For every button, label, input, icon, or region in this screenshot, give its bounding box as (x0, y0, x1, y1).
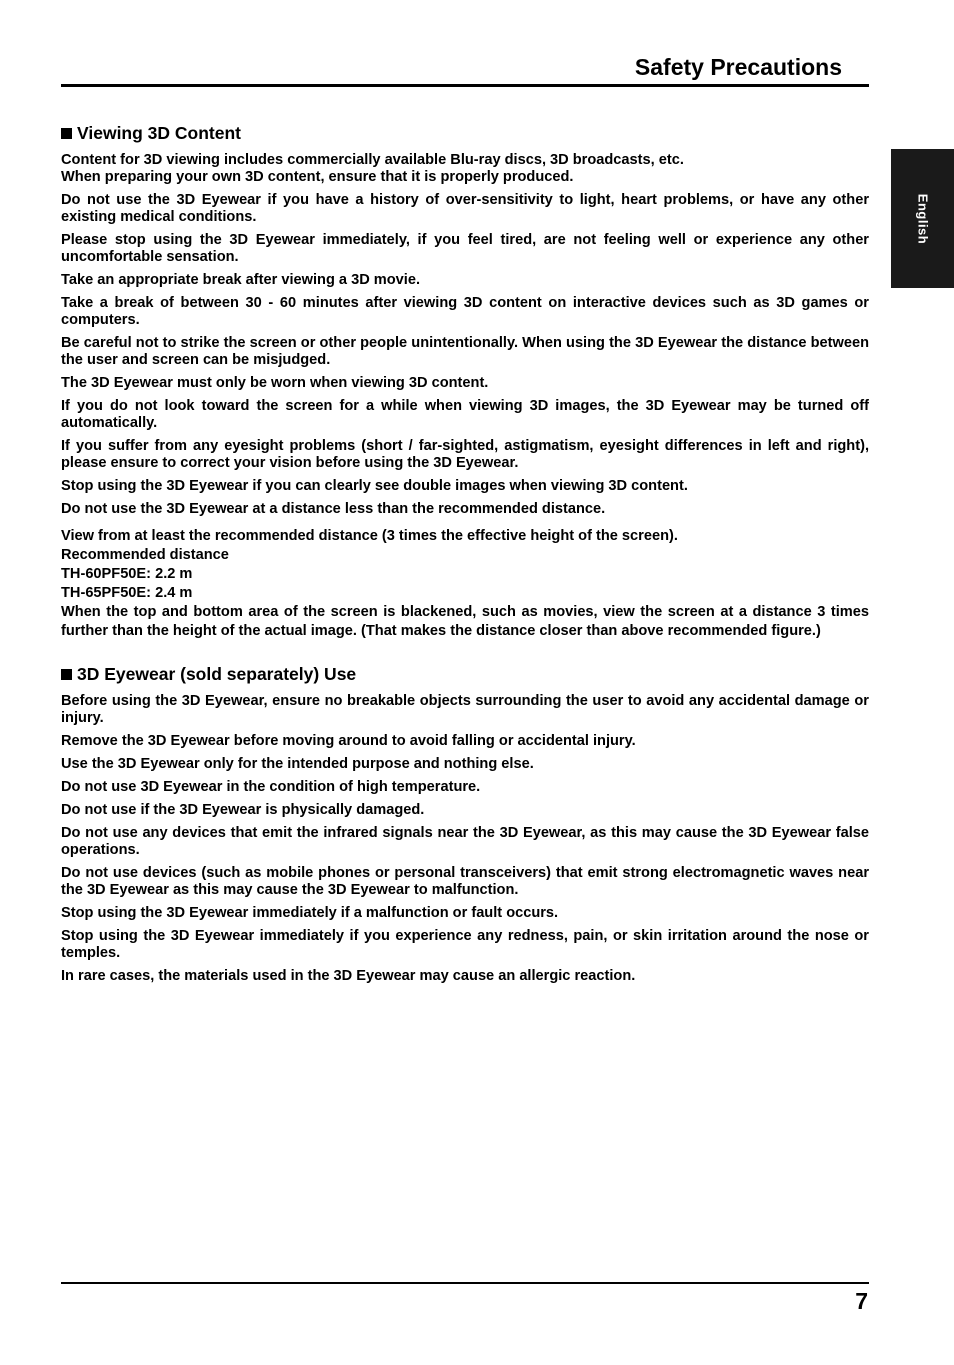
caution-paragraph: Stop using the 3D Eyewear if you can clearly see double images when viewing 3D content. (61, 478, 688, 494)
recommended-distance-label: Recommended distance (61, 547, 229, 563)
caution-paragraph: Please stop using the 3D Eyewear immediately, if you feel tired, are not feeling well or experience any other uncomfortable sensation. (61, 232, 869, 265)
section-heading-text: 3D Eyewear (sold separately) Use (77, 664, 357, 684)
intro-line: Content for 3D viewing includes commercially available Blu-ray discs, 3D broadcasts, etc. (61, 152, 684, 168)
distance-note: When the top and bottom area of the screen is blackened, such as movies, view the screen at a distance 3 times further than the height of the actual image. (That makes the distance closer than above recommended figure.) (61, 604, 869, 639)
header-rule (61, 84, 869, 87)
language-tab (891, 149, 954, 288)
caution-paragraph: Do not use any devices that emit the infrared signals near the 3D Eyewear, as this may cause the 3D Eyewear false operations. (61, 825, 869, 858)
footer-rule (61, 1282, 869, 1284)
caution-paragraph: Stop using the 3D Eyewear immediately if you experience any redness, pain, or skin irritation around the nose or temples. (61, 928, 869, 961)
page-number: 7 (855, 1288, 868, 1314)
intro-line: When preparing your own 3D content, ensure that it is properly produced. (61, 169, 574, 185)
section-heading-eyewear-use (61, 663, 869, 685)
intro-paragraph (61, 152, 869, 186)
caution-paragraph: Do not use the 3D Eyewear at a distance less than the recommended distance. (61, 501, 606, 517)
caution-paragraph: The 3D Eyewear must only be worn when viewing 3D content. (61, 375, 489, 391)
page-title: Safety Precautions (634, 54, 842, 80)
language-tab-label: English (915, 193, 930, 244)
caution-paragraph: In rare cases, the materials used in the 3D Eyewear may cause an allergic reaction. (61, 968, 636, 984)
caution-paragraph: Stop using the 3D Eyewear immediately if a malfunction or fault occurs. (61, 905, 559, 921)
square-bullet-icon (61, 669, 72, 680)
page-content (61, 122, 869, 991)
distance-model-65: TH-65PF50E: 2.4 m (61, 585, 193, 601)
section-heading-viewing-3d (61, 122, 869, 144)
caution-paragraph: Be careful not to strike the screen or other people unintentionally. When using the 3D Eyewear the distance between the user and screen can be misjudged. (61, 335, 869, 368)
section-heading-text: Viewing 3D Content (77, 123, 241, 143)
recommended-distance-block (61, 527, 869, 641)
caution-paragraph: Do not use devices (such as mobile phones or personal transceivers) that emit strong electromagnetic waves near the 3D Eyewear as this may cause the 3D Eyewear to malfunction. (61, 865, 869, 898)
square-bullet-icon (61, 128, 72, 139)
caution-paragraph: Do not use if the 3D Eyewear is physically damaged. (61, 802, 425, 818)
caution-paragraph: If you do not look toward the screen for a while when viewing 3D images, the 3D Eyewear may be turned off automatically. (61, 398, 869, 431)
caution-paragraph: Before using the 3D Eyewear, ensure no breakable objects surrounding the user to avoid any accidental damage or injury. (61, 693, 869, 726)
caution-paragraph: Do not use 3D Eyewear in the condition of high temperature. (61, 779, 481, 795)
caution-paragraph: Use the 3D Eyewear only for the intended purpose and nothing else. (61, 756, 534, 772)
view-distance-line: View from at least the recommended distance (3 times the effective height of the screen). (61, 528, 678, 544)
caution-paragraph: Take an appropriate break after viewing a 3D movie. (61, 272, 421, 288)
caution-paragraph: Remove the 3D Eyewear before moving around to avoid falling or accidental injury. (61, 733, 636, 749)
caution-paragraph: Take a break of between 30 - 60 minutes after viewing 3D content on interactive devices such as 3D games or computers. (61, 295, 869, 328)
caution-paragraph: Do not use the 3D Eyewear if you have a history of over-sensitivity to light, heart problems, or have any other existing medical conditions. (61, 192, 869, 225)
distance-model-60: TH-60PF50E: 2.2 m (61, 566, 193, 582)
caution-paragraph: If you suffer from any eyesight problems (short / far-sighted, astigmatism, eyesight differences in left and right), please ensure to correct your vision before using the 3D Eyewear. (61, 438, 869, 471)
